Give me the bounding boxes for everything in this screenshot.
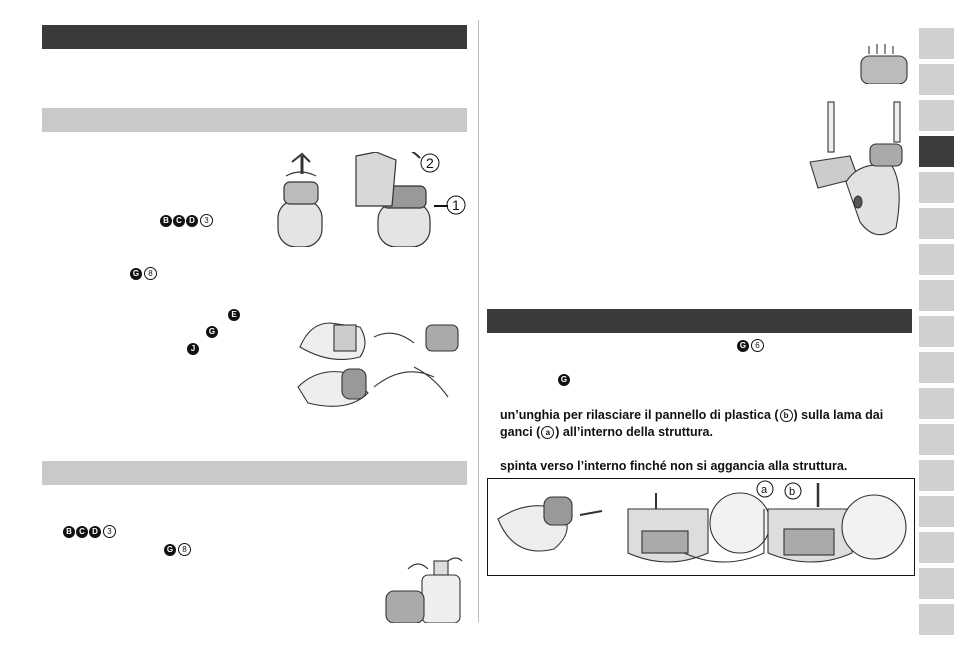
- part-badge: G: [164, 544, 176, 556]
- chapter-tab[interactable]: [919, 28, 954, 59]
- chapter-tab[interactable]: [919, 208, 954, 239]
- part-badge: G: [206, 326, 218, 338]
- part-badge: C: [173, 215, 185, 227]
- part-reference-group: [187, 341, 200, 355]
- part-reference-group: [164, 542, 192, 556]
- instruction-text: un’unghia per rilasciare il pannello di plastica ( b ) sulla lama dai ganci ( a ) all’interno della struttura.: [500, 408, 884, 439]
- epilator-body-illustration: [278, 154, 322, 247]
- step-number: 8: [178, 543, 191, 556]
- chapter-tab[interactable]: [919, 604, 954, 635]
- part-reference-group: [160, 213, 214, 227]
- section-header-bar-right: [487, 309, 912, 333]
- step-number: 3: [200, 214, 213, 227]
- part-reference-group: [63, 524, 117, 538]
- chapter-tab[interactable]: [919, 100, 954, 131]
- chapter-tab[interactable]: [919, 568, 954, 599]
- part-reference-group: [130, 266, 158, 280]
- figure-oil-application: [378, 555, 468, 623]
- step-callout: 2: [426, 155, 434, 171]
- step-number: 8: [144, 267, 157, 280]
- step-number: 6: [751, 339, 764, 352]
- subsection-header-bar-1: [42, 108, 467, 132]
- step-callout: 1: [452, 197, 460, 213]
- part-badge: C: [76, 526, 88, 538]
- instruction-text: spinta verso l’interno finché non si aggancia alla struttura.: [500, 459, 848, 473]
- part-badge: D: [89, 526, 101, 538]
- figure-blade-panel: [487, 478, 915, 576]
- part-reference-group: [737, 338, 765, 352]
- chapter-tab[interactable]: [919, 244, 954, 275]
- part-badge: B: [63, 526, 75, 538]
- part-reference-group: [228, 307, 241, 321]
- part-badge: G: [737, 340, 749, 352]
- chapter-tab[interactable]: [919, 496, 954, 527]
- chapter-tab[interactable]: [919, 532, 954, 563]
- chapter-tab[interactable]: [919, 280, 954, 311]
- cap-removal-illustration: [356, 152, 430, 247]
- part-badge: G: [130, 268, 142, 280]
- step-number: 3: [103, 525, 116, 538]
- part-reference-group: [206, 324, 219, 338]
- chapter-tab[interactable]: [919, 316, 954, 347]
- figure-head-removal: [256, 152, 471, 247]
- callout-label: b: [789, 486, 796, 498]
- figure-head-top: [855, 42, 913, 84]
- chapter-tab[interactable]: [919, 172, 954, 203]
- chapter-tab[interactable]: [919, 460, 954, 491]
- chapter-tab-active[interactable]: [919, 136, 954, 167]
- subsection-header-bar-2: [42, 461, 467, 485]
- label-marker: a: [541, 426, 554, 439]
- part-reference-group: [558, 372, 571, 386]
- column-divider: [478, 20, 479, 622]
- callout-label: a: [761, 484, 768, 496]
- figure-shaver-cleaning-brush: [806, 98, 914, 240]
- section-header-bar: [42, 25, 467, 49]
- part-badge: E: [228, 309, 240, 321]
- part-badge: G: [558, 374, 570, 386]
- chapter-tab[interactable]: [919, 64, 954, 95]
- part-badge: J: [187, 343, 199, 355]
- label-marker: b: [780, 409, 793, 422]
- chapter-tab[interactable]: [919, 388, 954, 419]
- figure-brush-cleaning: [294, 317, 466, 417]
- part-badge: D: [186, 215, 198, 227]
- chapter-tab[interactable]: [919, 352, 954, 383]
- part-badge: B: [160, 215, 172, 227]
- chapter-tab[interactable]: [919, 424, 954, 455]
